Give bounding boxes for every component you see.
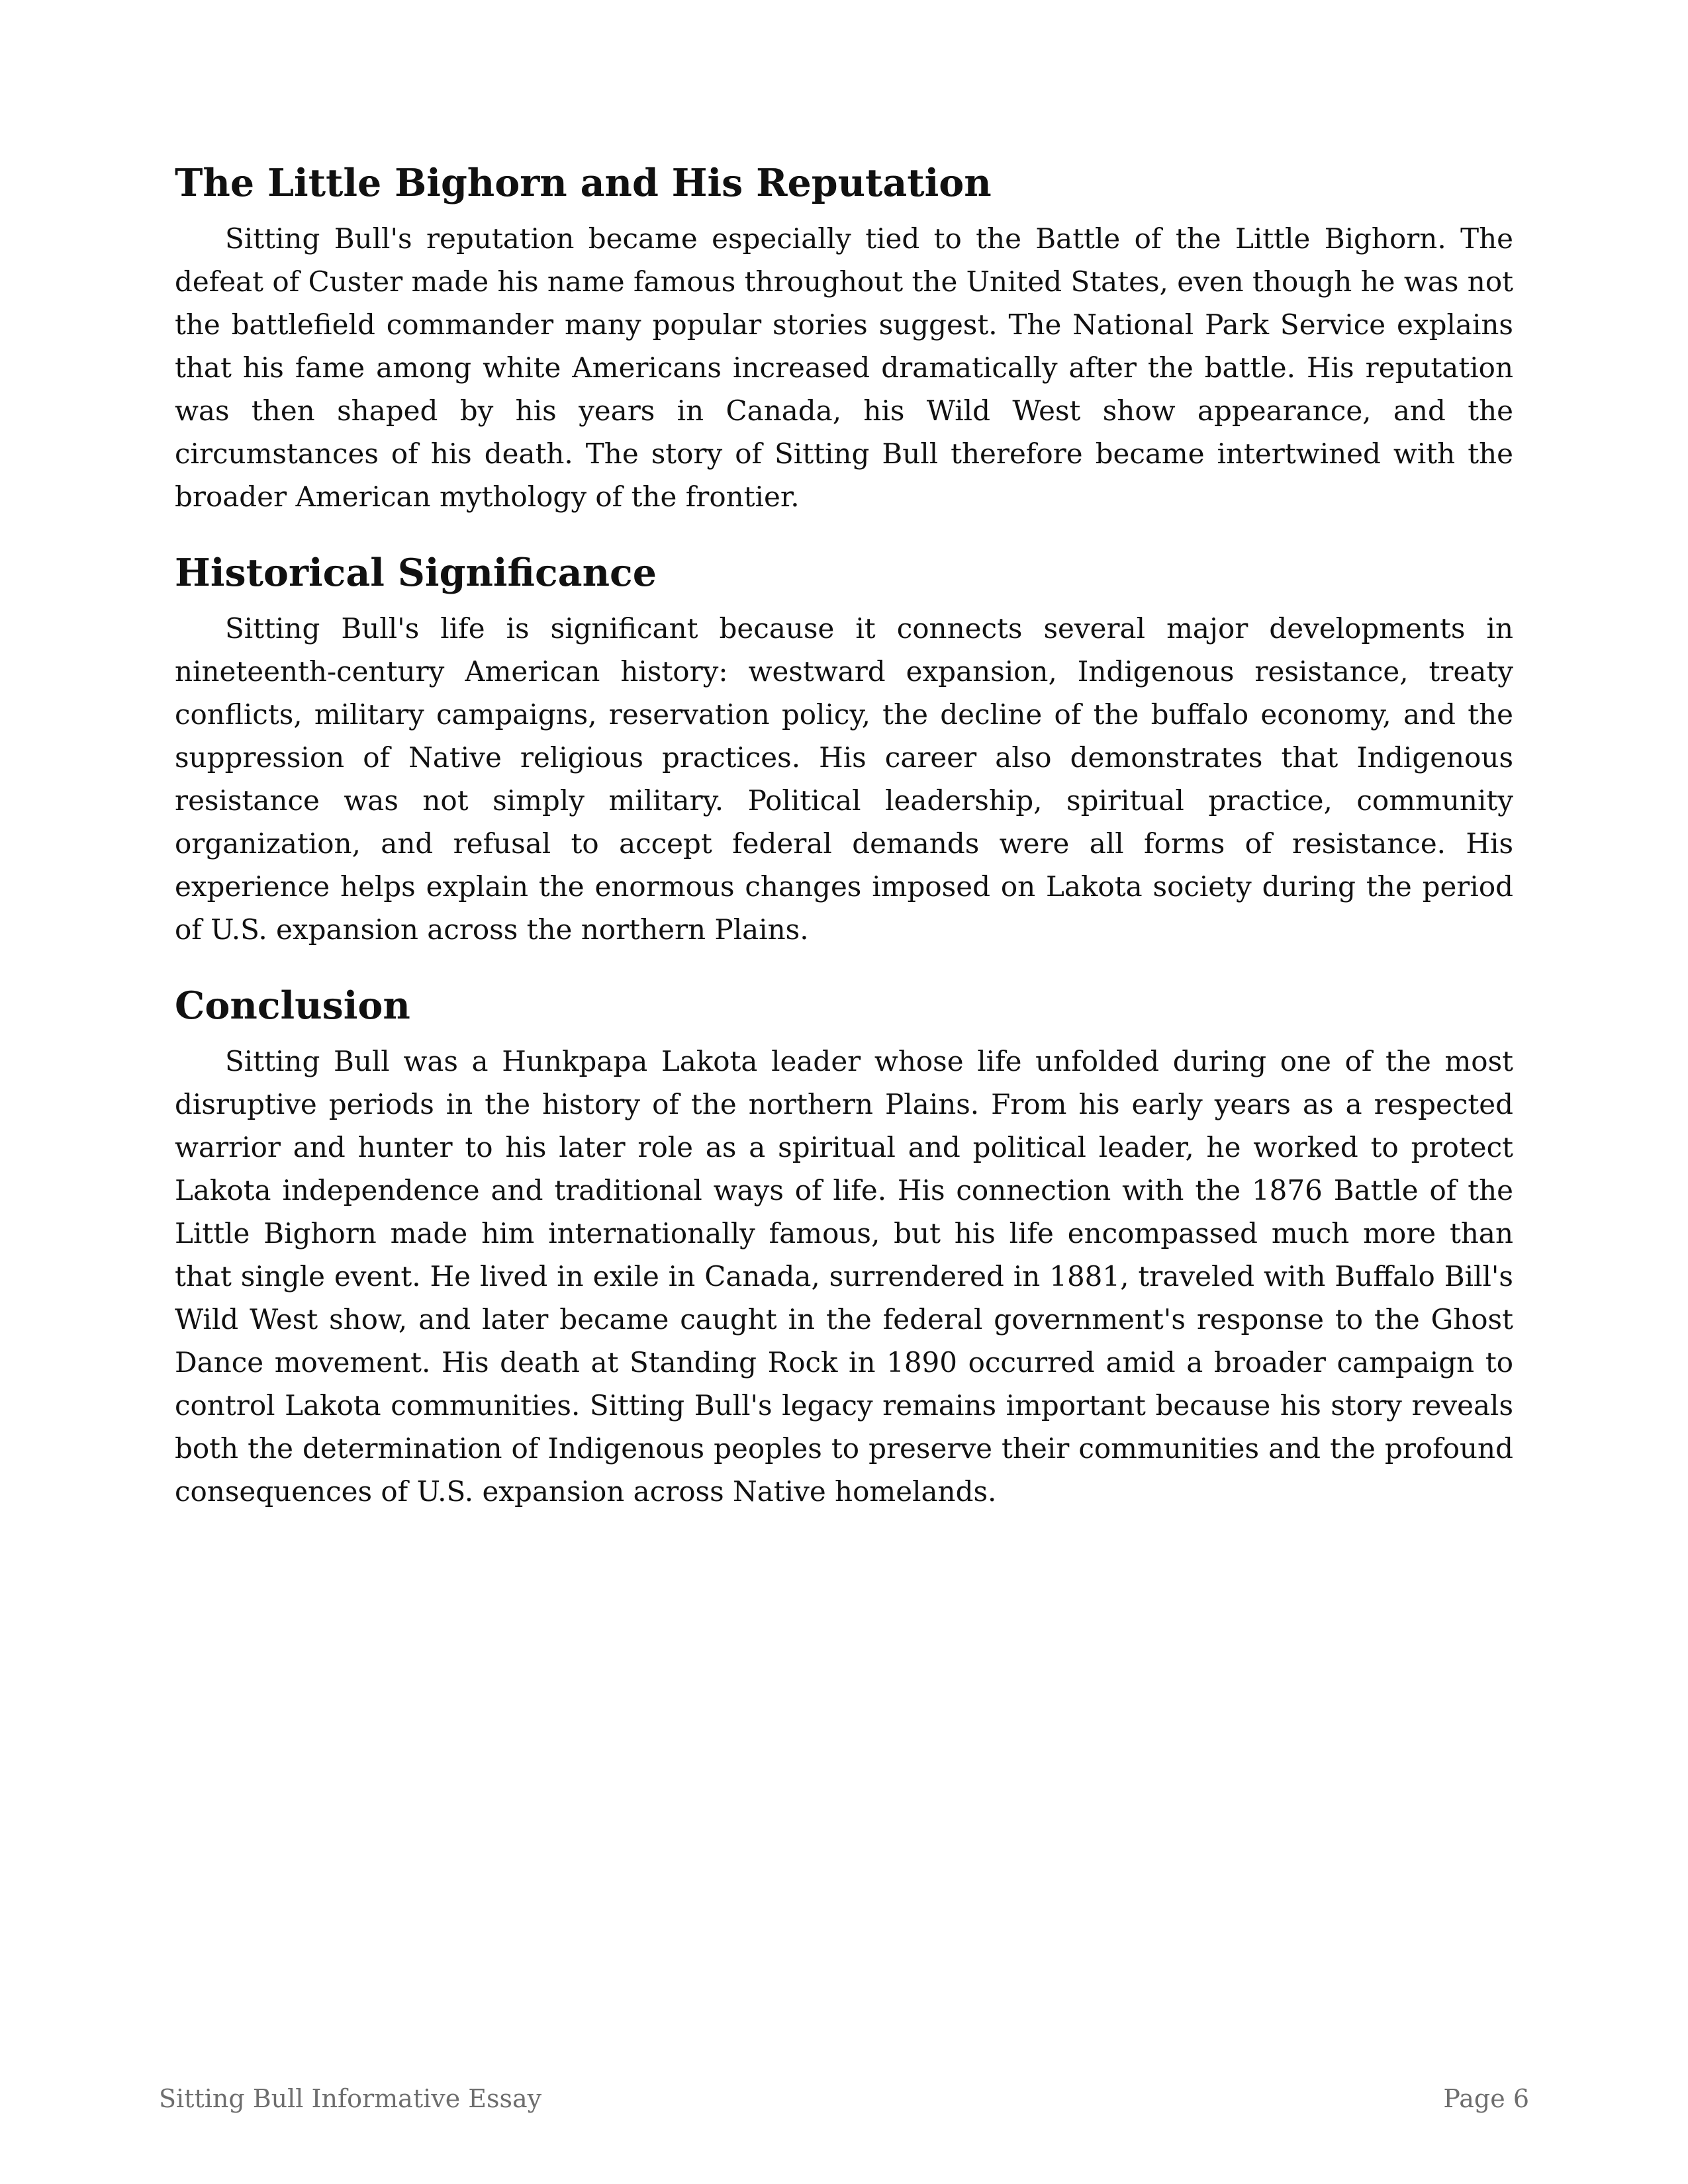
section-paragraph: Sitting Bull's reputation became especially tied to the Battle of the Little Bighorn. The defeat of Custer made his name famous throughout the United States, even though he was not the battlefield commander many popular stories suggest. The National Park Service explains that his fame among white Americans increased dramatically after the battle. His reputation was then shaped by his years in Canada, his Wild West show appearance, and the circumstances of his death. The story of Sitting Bull therefore became intertwined with the broader American mythology of the frontier. <box>175 222 1513 513</box>
page-number: Page 6 <box>1443 2084 1529 2113</box>
section-heading: The Little Bighorn and His Reputation <box>175 161 992 205</box>
essay-body <box>175 154 1513 1538</box>
section-paragraph: Sitting Bull was a Hunkpapa Lakota leader whose life unfolded during one of the most disruptive periods in the history of the northern Plains. From his early years as a respected warrior and hunter to his later role as a spiritual and political leader, he worked to protect Lakota independence and traditional ways of life. His connection with the 1876 Battle of the Little Bighorn made him internationally famous, but his life encompassed much more than that single event. He lived in exile in Canada, surrendered in 1881, traveled with Buffalo Bill's Wild West show, and later became caught in the federal government's response to the Ghost Dance movement. His death at Standing Rock in 1890 occurred amid a broader campaign to control Lakota communities. Sitting Bull's legacy remains important because his story reveals both the determination of Indigenous peoples to preserve their communities and the profound consequences of U.S. expansion across Native homelands. <box>175 1045 1513 1508</box>
section-little-bighorn <box>175 154 1513 518</box>
section-historical-significance <box>175 543 1513 951</box>
footer-title: Sitting Bull Informative Essay <box>159 2084 542 2113</box>
section-paragraph: Sitting Bull's life is significant because it connects several major developments in nineteenth-century American history: westward expansion, Indigenous resistance, treaty conflicts, military campaigns, reservation policy, the decline of the buffalo economy, and the suppression of Native religious practices. His career also demonstrates that Indigenous resistance was not simply military. Political leadership, spiritual practice, community organization, and refusal to accept federal demands were all forms of resistance. His experience helps explain the enormous changes imposed on Lakota society during the period of U.S. expansion across the northern Plains. <box>175 612 1513 946</box>
section-heading: Historical Significance <box>175 551 657 595</box>
section-heading: Conclusion <box>175 983 410 1028</box>
section-conclusion <box>175 976 1513 1513</box>
